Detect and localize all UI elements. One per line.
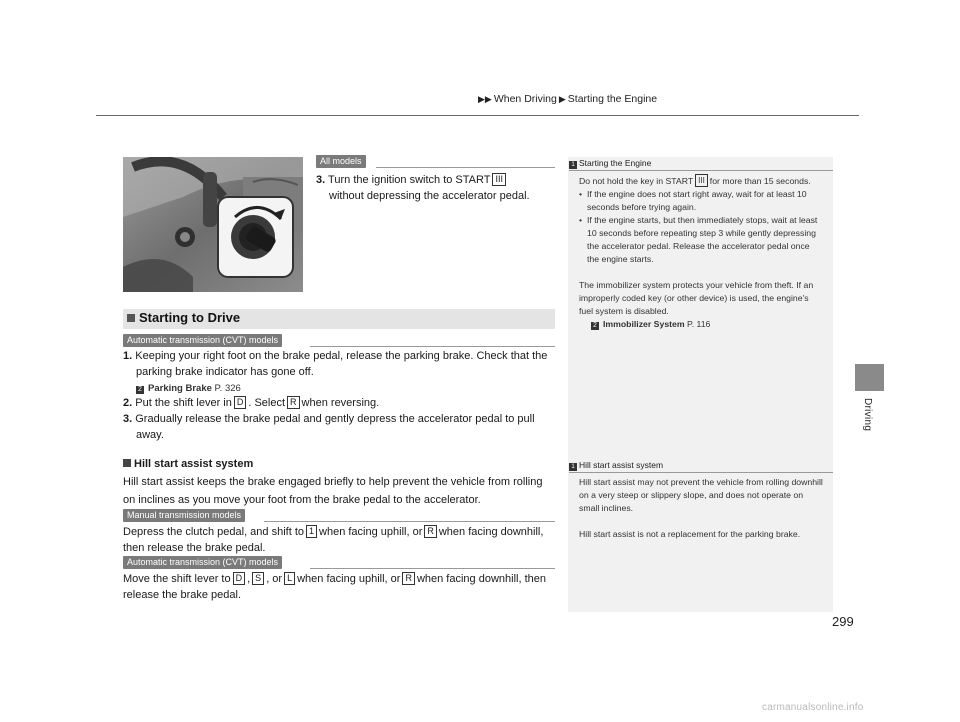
page-number: 299 bbox=[832, 614, 854, 629]
hill-cvt-instruction bbox=[123, 571, 555, 603]
drive-step-2 bbox=[123, 395, 555, 411]
ignition-key-turn-image bbox=[123, 157, 303, 292]
tag-rule bbox=[376, 167, 555, 168]
key-badge: R bbox=[402, 572, 415, 585]
note-marker-icon: 1 bbox=[569, 161, 577, 169]
key-badge: D bbox=[234, 396, 247, 409]
step-text: Keeping your right foot on the brake pedal, release the parking brake. Check that the parking brake indicator has gone off. bbox=[135, 350, 548, 378]
square-bullet-icon bbox=[123, 459, 131, 467]
note-heading bbox=[569, 158, 651, 169]
step-text: Depress the clutch pedal, and shift to bbox=[123, 526, 304, 538]
step-text: when facing downhill, then release the brake pedal. bbox=[123, 573, 546, 601]
header-divider bbox=[96, 115, 859, 116]
reference-page: P. 326 bbox=[214, 383, 241, 394]
note-text: for more than 15 seconds. bbox=[709, 176, 811, 186]
note-title: Starting the Engine bbox=[579, 158, 652, 168]
key-badge: D bbox=[233, 572, 246, 585]
tag-manual-models: Manual transmission models bbox=[123, 509, 245, 522]
step-text: when facing uphill, or bbox=[297, 573, 401, 585]
reference-label: Immobilizer System bbox=[603, 319, 685, 329]
key-badge: 1 bbox=[306, 525, 317, 538]
breadcrumb-item-when-driving[interactable]: When Driving bbox=[493, 93, 557, 105]
note-body-starting-engine bbox=[579, 174, 824, 331]
tag-cvt-models: Automatic transmission (CVT) models bbox=[123, 334, 282, 347]
drive-step-1 bbox=[123, 348, 555, 397]
chapter-tab-marker bbox=[855, 364, 884, 391]
note-paragraph: The immobilizer system protects your vehicle from theft. If an improperly coded key (or other device) is used, the engine's fuel system is disabled. bbox=[579, 280, 814, 316]
chapter-tab-label: Driving bbox=[862, 398, 873, 432]
section-square-icon bbox=[127, 314, 135, 322]
note-rule bbox=[569, 170, 833, 171]
key-badge: R bbox=[424, 525, 437, 538]
hill-intro: Hill start assist keeps the brake engaged briefly to help prevent the vehicle from rolling on inclines as you move your foot from the brake pedal to the accelerator. bbox=[123, 476, 543, 506]
step-text: without depressing the accelerator pedal. bbox=[329, 190, 530, 202]
step-text: when reversing. bbox=[301, 397, 380, 409]
step-number: 2. bbox=[123, 397, 133, 409]
note-body-hill-start bbox=[579, 476, 824, 541]
breadcrumb-item-starting-engine[interactable]: Starting the Engine bbox=[567, 93, 658, 105]
tag-rule bbox=[310, 568, 555, 569]
breadcrumb-arrow-icon: ▶ bbox=[558, 94, 566, 104]
cross-reference[interactable] bbox=[579, 318, 824, 331]
reference-label: Parking Brake bbox=[148, 383, 212, 394]
tag-rule bbox=[264, 521, 555, 522]
breadcrumb bbox=[476, 93, 657, 105]
tag-all-models: All models bbox=[316, 155, 366, 168]
drive-step-3 bbox=[123, 411, 555, 443]
step-text: , or bbox=[266, 573, 283, 585]
key-badge: III bbox=[492, 173, 506, 186]
hill-manual-instruction bbox=[123, 524, 555, 556]
tag-cvt-models: Automatic transmission (CVT) models bbox=[123, 556, 282, 569]
note-heading bbox=[569, 460, 663, 471]
ignition-illustration bbox=[123, 157, 303, 292]
step-text: when facing uphill, or bbox=[319, 526, 423, 538]
step-text: . Select bbox=[248, 397, 286, 409]
note-paragraph: Hill start assist is not a replacement for the parking brake. bbox=[579, 529, 801, 539]
step-number: 3. bbox=[316, 174, 326, 186]
reference-arrow-icon: 2 bbox=[591, 322, 599, 330]
note-rule bbox=[569, 472, 833, 473]
step-text: Turn the ignition switch to START bbox=[328, 174, 491, 186]
key-badge: R bbox=[287, 396, 300, 409]
step-number: 3. bbox=[123, 413, 133, 425]
section-title: Starting to Drive bbox=[139, 310, 241, 325]
note-bullet: • If the engine starts, but then immediately stops, wait at least 10 seconds before repeating step 3 while gently depressing the accelerator pedal. Release the accelerator pedal once the engine starts. bbox=[579, 214, 824, 266]
reference-page: P. 116 bbox=[687, 319, 711, 329]
note-title: Hill start assist system bbox=[579, 460, 664, 470]
breadcrumb-arrow-icon: ▶▶ bbox=[478, 94, 492, 104]
step-text: , bbox=[247, 573, 251, 585]
step-number: 1. bbox=[123, 350, 133, 362]
note-paragraph bbox=[579, 174, 824, 188]
note-paragraph: Hill start assist may not prevent the vehicle from rolling downhill on a very steep or slippery slope, and does not operate on small inclines. bbox=[579, 477, 823, 513]
note-text: Do not hold the key in START bbox=[579, 176, 694, 186]
subsection-title: Hill start assist system bbox=[134, 458, 254, 470]
subsection-heading bbox=[123, 458, 253, 470]
step-text: when facing downhill, then release the brake pedal. bbox=[123, 526, 544, 554]
key-badge: S bbox=[252, 572, 264, 585]
section-heading-bar bbox=[123, 309, 555, 329]
step-text: Gradually release the brake pedal and gently depress the accelerator pedal to pull away. bbox=[135, 413, 535, 441]
note-marker-icon: 1 bbox=[569, 463, 577, 471]
key-badge: L bbox=[284, 572, 295, 585]
watermark-text: carmanualsonline.info bbox=[762, 702, 864, 713]
step-text: Move the shift lever to bbox=[123, 573, 231, 585]
step-text: Put the shift lever in bbox=[135, 397, 232, 409]
reference-arrow-icon: 2 bbox=[136, 386, 144, 394]
tag-rule bbox=[310, 346, 555, 347]
key-badge: III bbox=[695, 174, 708, 187]
note-bullet: • If the engine does not start right away, wait for at least 10 seconds before trying again. bbox=[579, 188, 824, 214]
step-3 bbox=[316, 172, 556, 204]
